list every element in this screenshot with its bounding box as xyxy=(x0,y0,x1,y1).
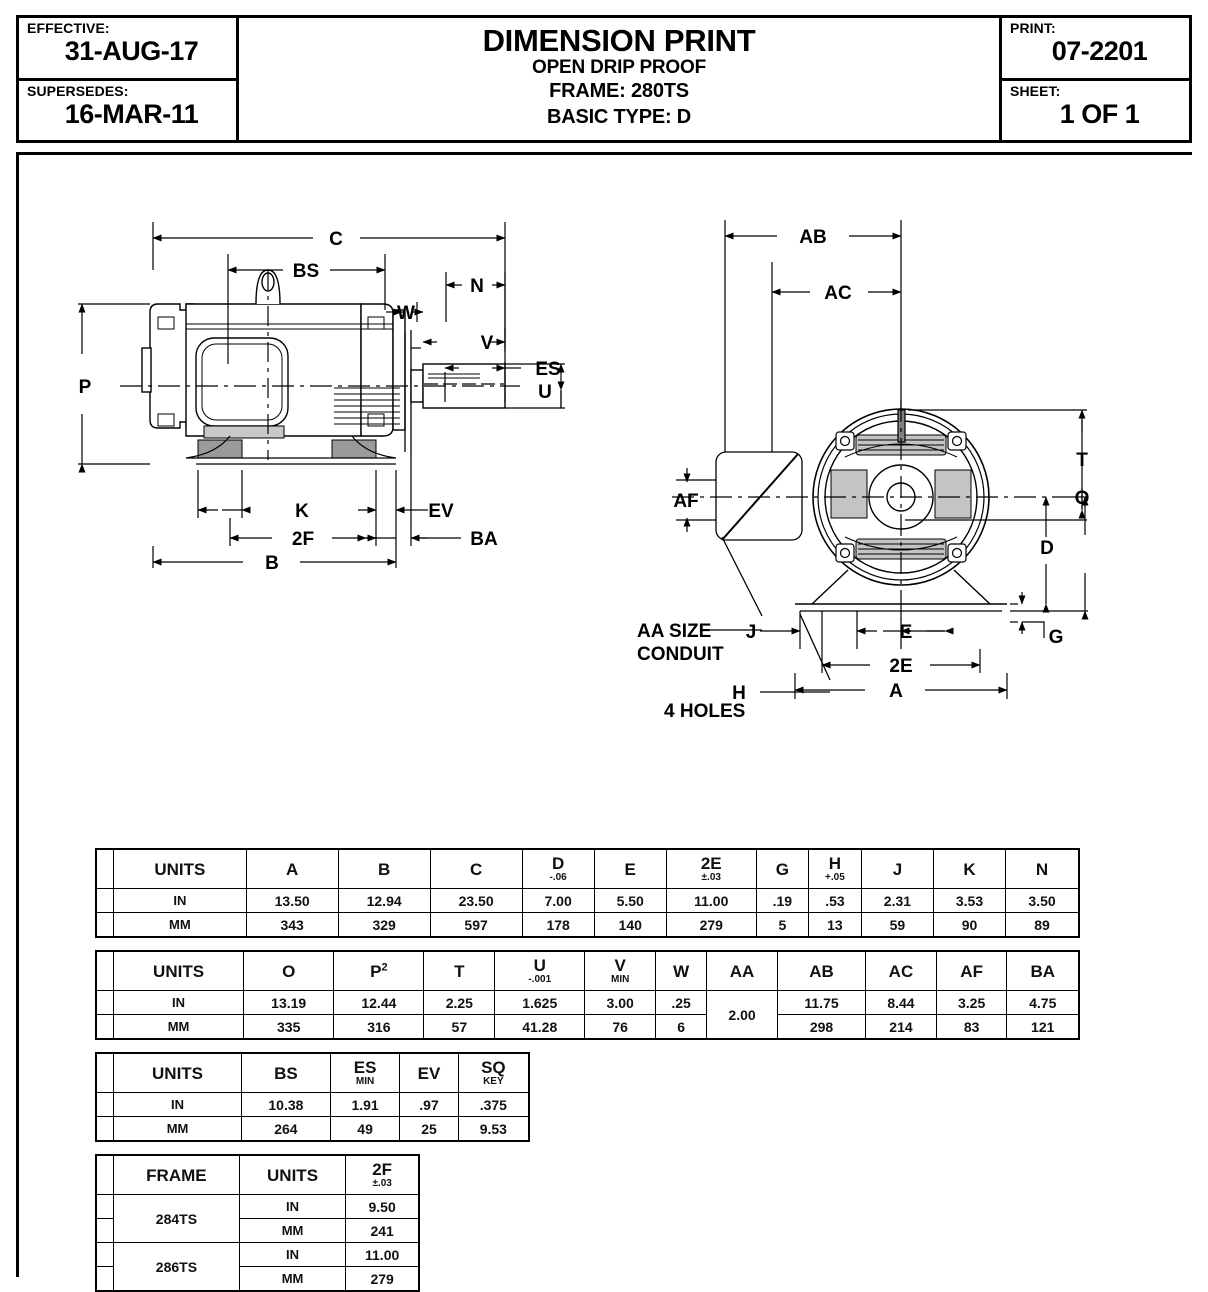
dimension-table-frame xyxy=(95,1154,420,1292)
unit-label: MM xyxy=(114,1117,242,1142)
dimension-table-1 xyxy=(95,848,1080,938)
dim-label-AF: AF xyxy=(673,491,699,512)
col-header-2F: 2F ±.03 xyxy=(346,1155,419,1195)
col-header-SQKEY: SQ KEY xyxy=(458,1053,529,1093)
title-block-left xyxy=(19,18,239,140)
table-row xyxy=(96,1243,419,1267)
dim-label-BA: BA xyxy=(470,529,498,550)
col-header-E: E xyxy=(594,849,666,889)
col-header-AB: AB xyxy=(777,951,865,991)
dim-label-A: A xyxy=(889,681,903,702)
dim-label-2E: 2E xyxy=(889,656,913,677)
conduit-note-line1: AA SIZE xyxy=(637,621,712,642)
dim-label-V: V xyxy=(480,333,494,354)
marker-cell xyxy=(96,849,114,889)
unit-label: MM xyxy=(114,913,247,938)
print-label: PRINT: xyxy=(1010,20,1056,36)
dimension-table-2 xyxy=(95,950,1080,1040)
dim-label-T: T xyxy=(1076,450,1088,471)
marker-cell xyxy=(96,889,114,913)
drawing-area xyxy=(0,152,1208,772)
table-header-row xyxy=(96,849,1079,889)
col-header-A: A xyxy=(246,849,338,889)
dim-label-E: E xyxy=(899,622,913,643)
dim-label-N: N xyxy=(470,276,484,297)
frame-name: 286TS xyxy=(114,1243,240,1292)
cell: 89 xyxy=(1006,913,1079,938)
cell: 121 xyxy=(1007,1015,1079,1040)
cell: 5 xyxy=(756,913,808,938)
cell: 3.53 xyxy=(933,889,1005,913)
cell: 316 xyxy=(334,1015,424,1040)
cell: 279 xyxy=(346,1267,419,1292)
marker-cell xyxy=(96,913,114,938)
table-row xyxy=(96,1015,1079,1040)
cell: 83 xyxy=(936,1015,1007,1040)
cell: .375 xyxy=(458,1093,529,1117)
supersedes-label: SUPERSEDES: xyxy=(27,82,129,99)
supersedes-cell xyxy=(19,81,236,141)
print-cell xyxy=(1002,18,1189,81)
col-header-C: C xyxy=(430,849,522,889)
unit-label: MM xyxy=(239,1267,345,1292)
col-header-units: UNITS xyxy=(114,951,244,991)
cell: 5.50 xyxy=(594,889,666,913)
col-header-J: J xyxy=(861,849,933,889)
cell-aa-merged: 2.00 xyxy=(707,991,778,1040)
col-header-K: K xyxy=(933,849,1005,889)
marker-cell xyxy=(96,1155,114,1195)
marker-cell xyxy=(96,1053,114,1093)
dim-label-D: D xyxy=(1040,538,1054,559)
cell: 3.00 xyxy=(585,991,656,1015)
cell: 11.75 xyxy=(777,991,865,1015)
dim-label-J: J xyxy=(745,622,757,643)
supersedes-value: 16-MAR-11 xyxy=(64,98,199,129)
cell: 13 xyxy=(808,913,861,938)
sheet-cell xyxy=(1002,81,1189,141)
marker-cell xyxy=(96,1267,114,1292)
cell: 597 xyxy=(430,913,522,938)
unit-label: IN xyxy=(114,1093,242,1117)
marker-cell xyxy=(96,991,114,1015)
unit-label: IN xyxy=(239,1195,345,1219)
effective-label: EFFECTIVE: xyxy=(27,20,110,36)
col-header-BS: BS xyxy=(242,1053,331,1093)
conduit-note-line2: CONDUIT xyxy=(637,644,724,665)
cell: 11.00 xyxy=(666,889,756,913)
dim-label-P: P xyxy=(78,377,92,398)
cell: 59 xyxy=(861,913,933,938)
cell: 11.00 xyxy=(346,1243,419,1267)
cell: 279 xyxy=(666,913,756,938)
col-header-H: H +.05 xyxy=(808,849,861,889)
basic-type: BASIC TYPE: D xyxy=(546,106,692,128)
table-row xyxy=(96,991,1079,1015)
col-header-units: UNITS xyxy=(114,849,247,889)
marker-cell xyxy=(96,1195,114,1219)
marker-cell xyxy=(96,1015,114,1040)
dim-label-H: H xyxy=(732,683,746,704)
cell: 9.50 xyxy=(346,1195,419,1219)
cell: 1.625 xyxy=(495,991,585,1015)
col-header-G: G xyxy=(756,849,808,889)
dim-label-BS: BS xyxy=(292,261,320,282)
cell: 3.50 xyxy=(1006,889,1079,913)
col-header-W: W xyxy=(656,951,707,991)
col-header-ES: ES MIN xyxy=(330,1053,400,1093)
cell: 329 xyxy=(338,913,430,938)
marker-cell xyxy=(96,951,114,991)
cell: .53 xyxy=(808,889,861,913)
cell: 343 xyxy=(246,913,338,938)
dim-label-ES: ES xyxy=(535,359,561,380)
table-header-row xyxy=(96,1053,529,1093)
cell: 2.25 xyxy=(424,991,495,1015)
cell: 3.25 xyxy=(936,991,1007,1015)
col-header-units: UNITS xyxy=(239,1155,345,1195)
marker-cell xyxy=(96,1093,114,1117)
col-header-BA: BA xyxy=(1007,951,1079,991)
print-value: 07-2201 xyxy=(1051,36,1148,66)
col-header-O: O xyxy=(244,951,334,991)
title-block-right xyxy=(999,18,1189,140)
cell: 41.28 xyxy=(495,1015,585,1040)
col-header-AA: AA xyxy=(707,951,778,991)
cell: 49 xyxy=(330,1117,400,1142)
col-header-U: U -.001 xyxy=(495,951,585,991)
unit-label: MM xyxy=(239,1219,345,1243)
effective-cell xyxy=(19,18,236,81)
col-header-AC: AC xyxy=(866,951,937,991)
cell: 25 xyxy=(400,1117,458,1142)
table-row xyxy=(96,1195,419,1219)
cell: 12.94 xyxy=(338,889,430,913)
col-header-T: T xyxy=(424,951,495,991)
dim-label-G: G xyxy=(1048,627,1064,648)
cell: 4.75 xyxy=(1007,991,1079,1015)
table-row xyxy=(96,1093,529,1117)
cell: 13.50 xyxy=(246,889,338,913)
dim-label-C: C xyxy=(329,229,343,250)
cell: 10.38 xyxy=(242,1093,331,1117)
side-view-motor xyxy=(120,270,520,464)
dim-label-EV: EV xyxy=(428,501,454,522)
holes-note: 4 HOLES xyxy=(664,701,746,722)
cell: 241 xyxy=(346,1219,419,1243)
col-header-N: N xyxy=(1006,849,1079,889)
cell: 57 xyxy=(424,1015,495,1040)
marker-cell xyxy=(96,1117,114,1142)
dim-label-K: K xyxy=(295,501,309,522)
col-header-EV: EV xyxy=(400,1053,458,1093)
cell: 264 xyxy=(242,1117,331,1142)
unit-label: MM xyxy=(114,1015,244,1040)
cell: 2.31 xyxy=(861,889,933,913)
cell: 140 xyxy=(594,913,666,938)
cell: 335 xyxy=(244,1015,334,1040)
marker-cell xyxy=(96,1219,114,1243)
sheet-value: 1 OF 1 xyxy=(1059,98,1140,129)
title-block-center xyxy=(239,18,999,140)
title-block xyxy=(16,15,1192,143)
dim-label-W: W xyxy=(397,303,415,324)
dim-label-2F: 2F xyxy=(291,529,315,550)
cell: 298 xyxy=(777,1015,865,1040)
col-header-B: B xyxy=(338,849,430,889)
col-header-V: V MIN xyxy=(585,951,656,991)
cell: .19 xyxy=(756,889,808,913)
unit-label: IN xyxy=(114,889,247,913)
unit-label: IN xyxy=(114,991,244,1015)
page-subtitle: OPEN DRIP PROOF xyxy=(531,57,706,78)
cell: .25 xyxy=(656,991,707,1015)
dimension-table-3 xyxy=(95,1052,530,1142)
cell: .97 xyxy=(400,1093,458,1117)
unit-label: IN xyxy=(239,1243,345,1267)
dim-label-AB: AB xyxy=(799,227,827,248)
cell: 8.44 xyxy=(866,991,937,1015)
cell: 13.19 xyxy=(244,991,334,1015)
table-row xyxy=(96,913,1079,938)
cell: 178 xyxy=(522,913,594,938)
table-header-row xyxy=(96,951,1079,991)
table-row xyxy=(96,1117,529,1142)
col-header-2E: 2E ±.03 xyxy=(666,849,756,889)
table-header-row xyxy=(96,1155,419,1195)
col-header-frame: FRAME xyxy=(114,1155,240,1195)
frame-designation: FRAME: 280TS xyxy=(549,80,689,102)
sheet-label: SHEET: xyxy=(1010,82,1061,99)
dim-label-B: B xyxy=(265,553,279,574)
cell: 12.44 xyxy=(334,991,424,1015)
end-view-motor xyxy=(672,400,1060,620)
cell: 7.00 xyxy=(522,889,594,913)
dim-label-O: O xyxy=(1074,488,1090,509)
dim-label-U: U xyxy=(538,382,552,403)
cell: 1.91 xyxy=(330,1093,400,1117)
col-header-D: D -.06 xyxy=(522,849,594,889)
cell: 214 xyxy=(866,1015,937,1040)
cell: 6 xyxy=(656,1015,707,1040)
cell: 76 xyxy=(585,1015,656,1040)
page-title: DIMENSION PRINT xyxy=(482,23,756,58)
col-header-AF: AF xyxy=(936,951,1007,991)
cell: 9.53 xyxy=(458,1117,529,1142)
frame-name: 284TS xyxy=(114,1195,240,1243)
effective-value: 31-AUG-17 xyxy=(64,36,199,66)
marker-cell xyxy=(96,1243,114,1267)
dim-label-AC: AC xyxy=(824,283,852,304)
col-header-P: $P^2$ xyxy=(334,951,424,991)
cell: 90 xyxy=(933,913,1005,938)
cell: 23.50 xyxy=(430,889,522,913)
table-row xyxy=(96,889,1079,913)
col-header-units: UNITS xyxy=(114,1053,242,1093)
